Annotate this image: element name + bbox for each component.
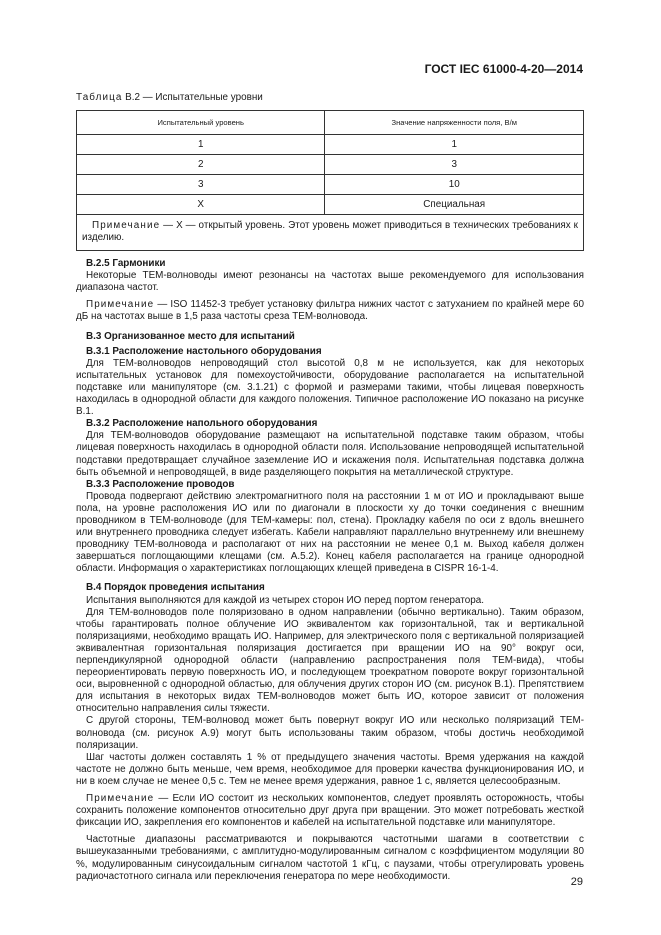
cell-level: 2: [77, 155, 325, 175]
heading-b25: В.2.5 Гармоники: [86, 258, 166, 270]
paragraph: Для ТЕМ-волноводов оборудование размещают на испытательной подставке таким образом, чтобы лицевая поверхность находилась в однородной области поля. Использование непроводящей испытательной подставки предотвращает случайное заземление ИО и искажения поля. Испытательная подставка должна быть объемной и непроводящей, в виде разделяющего покрытия на металлической структуре.: [76, 430, 584, 478]
note-label: Примечание: [86, 793, 155, 805]
paragraph: Провода подвергают действию электромагнитного поля на расстоянии 1 м от ИО и прокладывают выше пола, на уровне расположения ИО или по диагонали в плоскости xy до точки соединения с внешним проводником в ТЕМ-волноводе (для ТЕМ-камеры: пол, стена). Прокладку кабеля по оси z вдоль внешнего или внутреннего проводника следует избегать. Кабели направляют параллельно внутреннему или внешнему проводнику ТЕМ-волновода и располагают от них на расстоянии не менее 0,1 м. Выход кабеля должен завершаться поглощающими клещами (см. А.5.2). Конец кабеля располагается на границе однородной области. Информация о характеристиках поглощающих клещей приведена в CISPR 16-1-4.: [76, 490, 584, 575]
cell-value: 10: [325, 175, 584, 195]
standard-header: ГОСТ IEC 61000-4-20—2014: [424, 62, 583, 76]
table-row: [77, 155, 584, 175]
note-label: Примечание: [86, 299, 155, 311]
col-header-level: Испытательный уровень: [77, 111, 325, 135]
table-note-text: — X — открытый уровень. Этот уровень может приводиться в технических требованиях к изделию.: [82, 220, 578, 244]
heading-b32: В.3.2 Расположение напольного оборудования: [86, 418, 318, 430]
note-b25: [76, 299, 584, 323]
test-levels-table: [76, 110, 584, 251]
cell-level: 3: [77, 175, 325, 195]
paragraph: Для ТЕМ-волноводов непроводящий стол высотой 0,8 м не используется, как для некоторых испытательных установок для помехоустойчивости, оборудование располагается на испытательной подставке или манипуляторе (см. 3.1.21) с формой и размерами такими, чтобы лицевая поверхность находилась в однородной области для каждого положения. Типичное расположение ИО показано на рисунке В.1.: [76, 357, 584, 418]
table-row: [77, 175, 584, 195]
cell-value: 3: [325, 155, 584, 175]
heading-b33: В.3.3 Расположение проводов: [86, 478, 235, 490]
table-header-row: [77, 111, 584, 135]
col-header-value: Значение напряженности поля, В/м: [325, 111, 584, 135]
note-text: — ISO 11452-3 требует установку фильтра нижних частот с затуханием по крайней мере 60 дБ на частотах выше в 1,5 раза частоты среза ТЕМ-волновода.: [76, 299, 584, 323]
table-note-row: [77, 215, 584, 251]
paragraph: Некоторые ТЕМ-волноводы имеют резонансы на частотах выше рекомендуемого для использования диапазона частот.: [76, 270, 584, 294]
heading-b4: В.4 Порядок проведения испытания: [86, 582, 265, 594]
paragraph: С другой стороны, ТЕМ-волновод может быть повернут вокруг ИО или несколько поляризаций ТЕМ-волновода (см. рисунок А.9) могут быть использованы таким образом, чтобы достичь необходимой поляризации.: [76, 715, 584, 751]
table-row: [77, 195, 584, 215]
note-text: — Если ИО состоит из нескольких компонентов, следует проявлять осторожность, чтобы сохранить положение компонентов относительно друг друга при вращении. Это может потребовать жесткой фиксации ИО, закрепления его компонентов и кабелей на испытательной подставке или манипуляторе.: [76, 793, 584, 829]
heading-b31: В.3.1 Расположение настольного оборудования: [86, 345, 322, 357]
table-caption-text: В.2 — Испытательные уровни: [122, 92, 263, 103]
table-caption-prefix: Таблица: [76, 92, 123, 103]
heading-b3: В.3 Организованное место для испытаний: [86, 330, 295, 342]
paragraph: Испытания выполняются для каждой из четырех сторон ИО перед портом генератора.: [86, 594, 484, 606]
paragraph: Шаг частоты должен составлять 1 % от предыдущего значения частоты. Время удержания на каждой частоте не должно быть меньше, чем время, необходимое для проверки качества функционирования ИО, и ни в коем случае не менее 0,5 с. Тем не менее время удержания, равное 1 с, является целесообразным.: [76, 751, 584, 787]
cell-value: Специальная: [325, 195, 584, 215]
table-caption: [76, 92, 584, 104]
page-content: [76, 92, 584, 883]
cell-level: 1: [77, 135, 325, 155]
table-row: [77, 135, 584, 155]
paragraph: Для ТЕМ-волноводов поле поляризовано в одном направлении (обычно вертикально). Таким образом, чтобы гарантировать полное облучение ИО эквивалентом как горизонтальной, так и вертикальной поляризациями, необходимо вращать ИО. Например, для электрического поля с вертикальной поляризацией эквивалентная горизонтальная поляризация достигается при вращении ИО на 90° вокруг оси, перпендикулярной однородной области (направлению распространения поля ТЕМ-вида), чтобы переориентировать первую поверхность ИО, и последующем троекратном повороте вокруг горизонтальной оси, выровненной с однородной областью, для облучения других сторон ИО (см. рисунок В.1). Препятствием для испытания в некоторых видах ТЕМ-волноводов может быть ИО, которое зависит от положения относительно направления силы тяжести.: [76, 606, 584, 715]
table-note-label: Примечание: [92, 220, 161, 232]
page-number: 29: [570, 876, 583, 888]
table-note: [77, 215, 584, 251]
paragraph: Частотные диапазоны рассматриваются и покрываются частотными шагами в соответствии с вышеуказанными требованиями, с амплитудно-модулированным сигналом с коэффициентом модуляции 80 %, модулированным синусоидальным сигналом частотой 1 кГц, с паузами, чтобы отрегулировать уровень радиочастотного сигнала или переключения генератора по мере необходимости.: [76, 834, 584, 882]
cell-value: 1: [325, 135, 584, 155]
cell-level: X: [77, 195, 325, 215]
note-b4: [76, 793, 584, 829]
